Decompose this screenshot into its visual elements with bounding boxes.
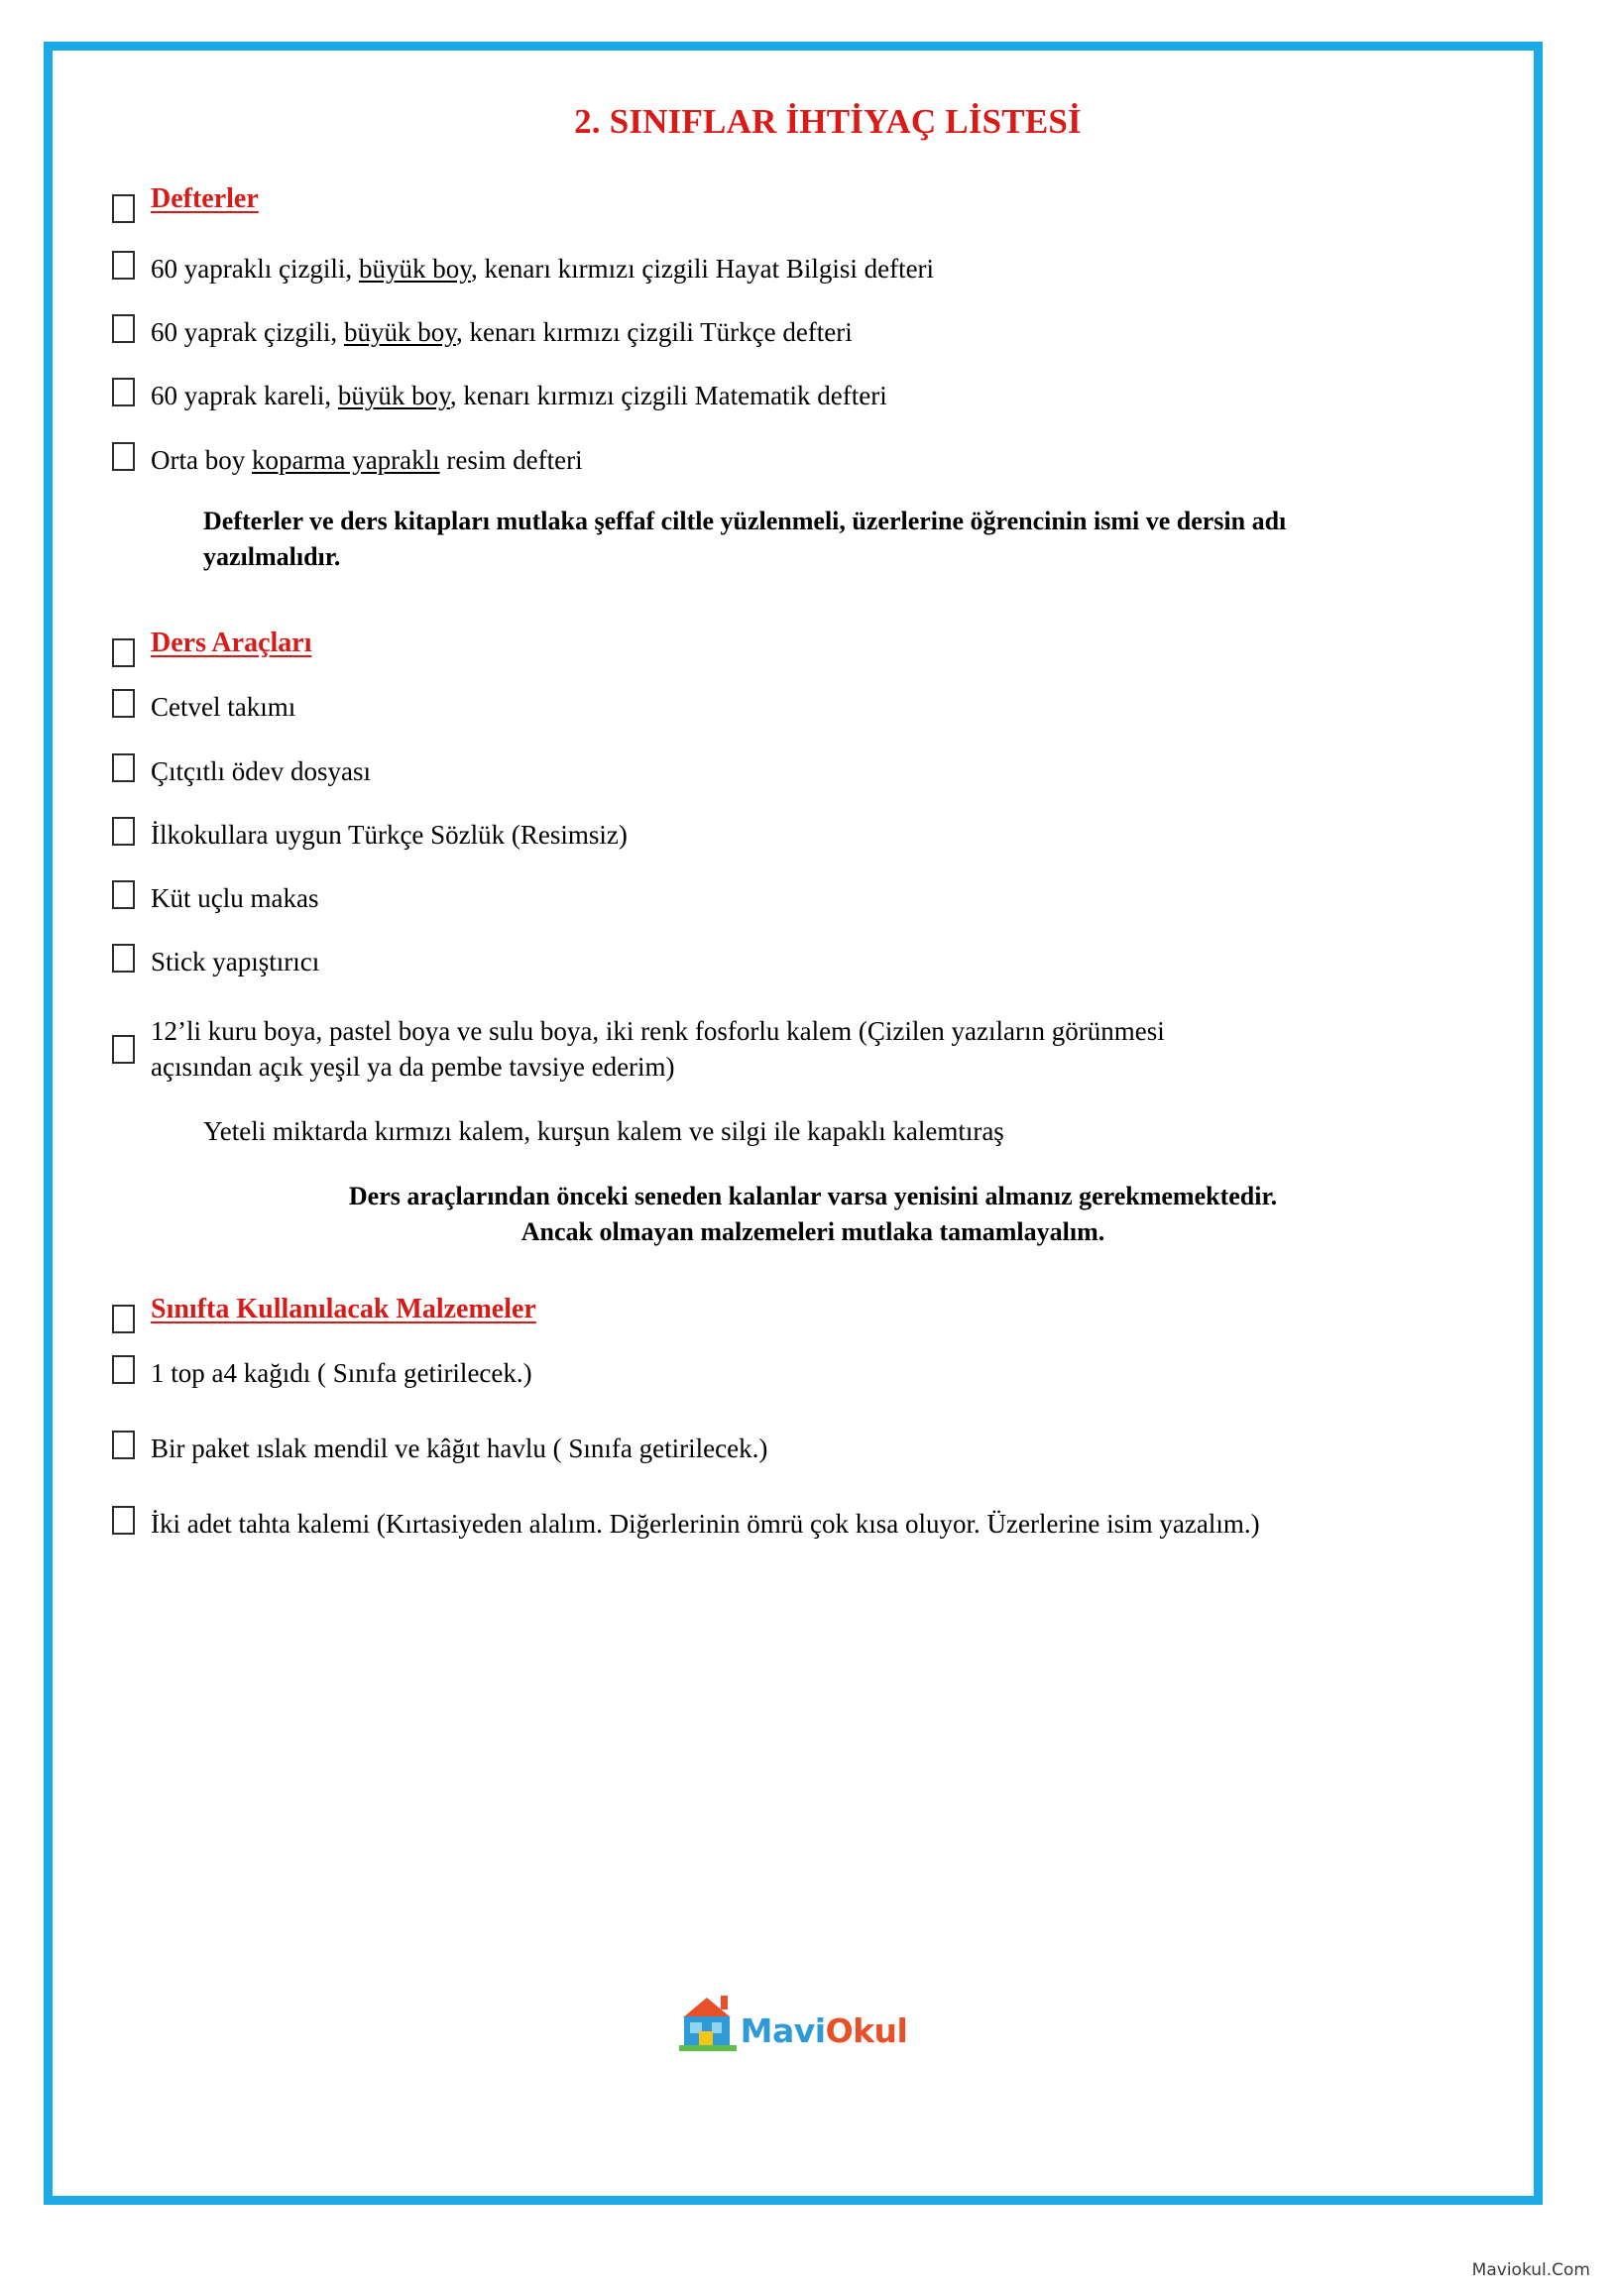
spacer bbox=[112, 217, 1474, 251]
spacer bbox=[112, 726, 1474, 753]
item-text-underlined: büyük boy bbox=[343, 317, 456, 348]
spacer bbox=[112, 789, 1474, 817]
list-item-label: İlkokullara uygun Türkçe Sözlük (Resimsiz) bbox=[151, 819, 628, 850]
list-item-label: Küt uçlu makas bbox=[151, 882, 319, 913]
logo-wordmark bbox=[740, 2011, 908, 2051]
item-text-pre: 60 yaprak çizgili, bbox=[151, 317, 344, 348]
checkbox-item[interactable] bbox=[112, 1431, 135, 1459]
checkbox-item[interactable] bbox=[112, 817, 135, 846]
list-item-label bbox=[151, 314, 1474, 350]
document-content bbox=[53, 51, 1534, 2196]
grass-shape bbox=[679, 2045, 737, 2051]
checkbox-section-sinifta-malzemeler[interactable] bbox=[112, 1305, 135, 1333]
spacer bbox=[112, 979, 1474, 1013]
list-item bbox=[112, 689, 1474, 725]
item-text-underlined: koparma yapraklı bbox=[251, 444, 440, 475]
item-text-underlined: büyük boy bbox=[358, 254, 471, 284]
spacer bbox=[112, 1391, 1474, 1431]
spacer bbox=[112, 287, 1474, 314]
section-note-defterler: Defterler ve ders kitapları mutlaka şeffaf ciltle yüzlenmeli, üzerlerine öğrencinin ismi ve dersin adı yazılmalıdır. bbox=[203, 506, 1287, 571]
window-right-shape bbox=[712, 2022, 722, 2033]
checkbox-item[interactable] bbox=[112, 1506, 135, 1535]
checkbox-item[interactable] bbox=[112, 1355, 135, 1384]
spacer bbox=[112, 853, 1474, 880]
list-item-label: 12’li kuru boya, pastel boya ve sulu boya, iki renk fosforlu kalem (Çizilen yazıların görünmesi açısından açık yeşil ya da pembe tavsiye ederim) bbox=[151, 1016, 1165, 1083]
section-heading-defterler: Defterler bbox=[151, 183, 259, 214]
list-item bbox=[112, 1013, 1474, 1085]
list-item bbox=[112, 314, 1474, 350]
section-note-ders-araclari bbox=[203, 1179, 1423, 1250]
item-text-pre: 60 yapraklı çizgili, bbox=[151, 254, 359, 284]
list-item bbox=[112, 251, 1474, 287]
section-heading-sinifta-malzemeler: Sınıfta Kullanılacak Malzemeler bbox=[151, 1293, 536, 1324]
school-house-icon bbox=[679, 1996, 735, 2051]
document-page-border bbox=[44, 42, 1543, 2205]
list-item-label: Çıtçıtlı ödev dosyası bbox=[151, 755, 371, 786]
door-shape bbox=[699, 2031, 713, 2046]
list-item-label: Bir paket ıslak mendil ve kâğıt havlu ( Sınıfa getirilecek.) bbox=[151, 1433, 768, 1463]
spacer bbox=[112, 414, 1474, 442]
checkbox-item[interactable] bbox=[112, 880, 135, 909]
spacer bbox=[112, 350, 1474, 378]
list-item bbox=[112, 753, 1474, 789]
list-item-label: 1 top a4 kağıdı ( Sınıfa getirilecek.) bbox=[151, 1357, 532, 1388]
checkbox-item[interactable] bbox=[112, 753, 135, 782]
checkbox-item[interactable] bbox=[112, 378, 135, 406]
checkbox-section-ders-araclari[interactable] bbox=[112, 638, 135, 667]
list-item bbox=[112, 378, 1474, 413]
list-item-label: İki adet tahta kalemi (Kırtasiyeden alalım. Diğerlerinin ömrü çok kısa oluyor. Üzerlerine isim yazalım.) bbox=[151, 1508, 1260, 1539]
logo-word-first: Mavi bbox=[740, 2011, 826, 2050]
footer-watermark: Maviokul.Com bbox=[1471, 2260, 1590, 2280]
roof-shape bbox=[683, 1998, 731, 2017]
checkbox-item[interactable] bbox=[112, 314, 135, 343]
spacer bbox=[112, 916, 1474, 944]
item-text-pre: Orta boy bbox=[151, 444, 252, 475]
list-item bbox=[112, 442, 1474, 478]
item-text-post: , kenarı kırmızı çizgili Türkçe defteri bbox=[455, 317, 853, 348]
section-heading-ders-araclari: Ders Araçları bbox=[151, 628, 312, 659]
list-item-label bbox=[151, 251, 1474, 287]
spacer bbox=[112, 574, 1474, 630]
list-item bbox=[112, 817, 1474, 853]
site-logo bbox=[53, 1996, 1534, 2051]
section-heading-row-defterler bbox=[112, 185, 1474, 217]
logo-word-second: Okul bbox=[825, 2011, 908, 2050]
checkbox-item[interactable] bbox=[112, 1035, 135, 1064]
list-item bbox=[112, 880, 1474, 916]
checkbox-item[interactable] bbox=[112, 689, 135, 718]
item-text-post: , kenarı kırmızı çizgili Hayat Bilgisi defteri bbox=[470, 254, 935, 284]
section-heading-row-sinifta-malzemeler bbox=[112, 1293, 1474, 1327]
list-item-label bbox=[151, 378, 1474, 413]
list-item-label bbox=[151, 442, 1474, 478]
spacer bbox=[112, 661, 1474, 689]
page-title: 2. SINIFLAR İHTİYAÇ LİSTESİ bbox=[574, 102, 1082, 141]
list-item-label: Cetvel takımı bbox=[151, 692, 296, 723]
section-note-line-2: Ancak olmayan malzemeleri mutlaka tamamlayalım. bbox=[520, 1216, 1105, 1246]
section-heading-row-ders-araclari bbox=[112, 630, 1474, 661]
item-text-pre: 60 yaprak kareli, bbox=[151, 381, 338, 411]
list-item bbox=[112, 944, 1474, 979]
spacer bbox=[112, 1086, 1474, 1113]
list-item bbox=[112, 1355, 1474, 1391]
logo-group bbox=[679, 1996, 908, 2051]
item-text-post: , kenarı kırmızı çizgili Matematik defteri bbox=[449, 381, 887, 411]
checkbox-item[interactable] bbox=[112, 251, 135, 280]
spacer bbox=[112, 1466, 1474, 1506]
item-text-post: resim defteri bbox=[439, 444, 583, 475]
section-note-line-1: Ders araçlarından önceki seneden kalanlar varsa yenisini almanız gerekmemektedir. bbox=[348, 1181, 1278, 1210]
checkbox-item[interactable] bbox=[112, 944, 135, 973]
list-item bbox=[112, 1431, 1474, 1466]
checkbox-item[interactable] bbox=[112, 442, 135, 471]
plain-note-line: Yeteli miktarda kırmızı kalem, kurşun kalem ve silgi ile kapaklı kalemtıraş bbox=[203, 1115, 1004, 1146]
spacer bbox=[112, 1250, 1474, 1296]
item-text-underlined: büyük boy bbox=[337, 381, 450, 411]
checkbox-section-defterler[interactable] bbox=[112, 194, 135, 223]
list-item bbox=[112, 1506, 1474, 1542]
list-item-label: Stick yapıştırıcı bbox=[151, 947, 320, 977]
spacer bbox=[112, 1327, 1474, 1355]
